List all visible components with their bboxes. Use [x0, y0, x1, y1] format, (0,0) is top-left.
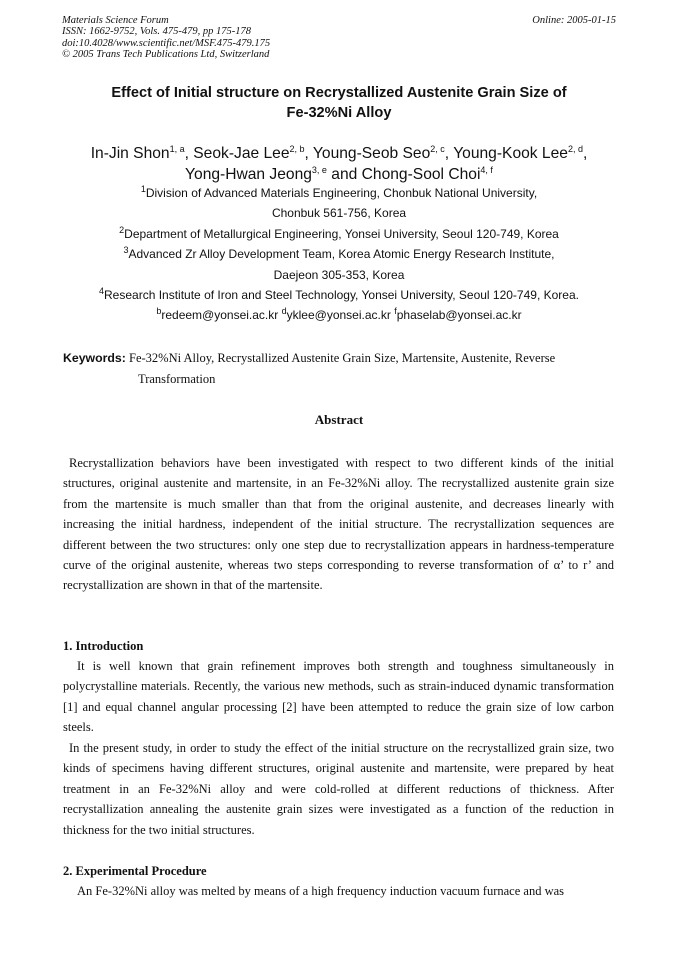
title-line-2: Fe-32%Ni Alloy: [286, 105, 392, 121]
author-affil-sup: 4, f: [480, 164, 493, 175]
title-line-1: Effect of Initial structure on Recrystallized Austenite Grain Size of: [111, 85, 567, 101]
online-date: Online: 2005-01-15: [532, 15, 616, 26]
intro-paragraph-1: It is well known that grain refinement improves both strength and toughness simultaneously in polycrystalline materials. Recently, the various new methods, such as strain-induced dynamic transformation [1] and equal channel angular processing [2] have been attempted to reduce the grain size of low carbon steels.: [63, 659, 614, 735]
email-sup: d: [281, 306, 287, 316]
author-name: Young-Kook Lee: [453, 145, 568, 162]
email-address[interactable]: redeem@yonsei.ac.kr: [161, 308, 279, 322]
email-sup: f: [394, 306, 397, 316]
keywords-text: Fe-32%Ni Alloy, Recrystallized Austenite Grain Size, Martensite, Austenite, Reverse: [129, 351, 556, 365]
affiliation-2: [62, 224, 616, 244]
copyright-line: © 2005 Trans Tech Publications Ltd, Switzerland: [62, 49, 270, 61]
affiliation-1-cont: Chonbuk 561-756, Korea: [271, 206, 407, 221]
email-address[interactable]: phaselab@yonsei.ac.kr: [396, 308, 522, 322]
introduction-body-1: [63, 656, 614, 738]
doi-line: doi:10.4028/www.scientific.net/MSF.475-479.175: [62, 37, 271, 49]
journal-name: Materials Science Forum: [62, 15, 169, 26]
affil-text: Department of Metallurgical Engineering, Yonsei University, Seoul 120-749, Korea: [124, 226, 559, 241]
author-list: [62, 143, 616, 185]
introduction-heading: 1. Introduction: [63, 639, 144, 653]
author-affil-sup: 2, c: [430, 143, 445, 154]
abstract-body: [63, 453, 614, 596]
journal-header: [62, 15, 270, 61]
affiliation-1: [62, 183, 616, 203]
experimental-body: [63, 881, 614, 901]
keywords-label: Keywords:: [63, 351, 126, 365]
author-name: Chong-Sool Choi: [361, 166, 481, 183]
affil-text: Division of Advanced Materials Engineering, Chonbuk National University,: [145, 186, 538, 200]
abstract-paragraph: Recrystallization behaviors have been investigated with respect to two different kinds of the initial structures, original austenite and martensite, in an Fe-32%Ni alloy. The recrystallized austenite grain size from the martensite is much smaller than that from the original austenite, and decreases linearly with increasing the initial hardness, independent of the initial structure. The recrystallization sequences are different between the two structures: only one step due to recrystallization appears in hardness-temperature curve of the original austenite, whereas two steps corresponding to reverse transformation of α’ to r’ and recrystallization are shown in that of the martensite.: [63, 456, 614, 593]
experimental-paragraph-1: An Fe-32%Ni alloy was melted by means of a high frequency induction vacuum furnace and was: [77, 884, 565, 898]
author-name: Young-Seob Seo: [312, 145, 431, 162]
affil-text: Advanced Zr Alloy Development Team, Korea Atomic Energy Research Institute,: [128, 247, 555, 262]
keywords-block: [63, 348, 614, 390]
paper-title: [62, 83, 616, 123]
affil-sup: 1: [140, 184, 146, 194]
author-name: Seok-Jae Lee: [193, 145, 290, 162]
author-line-1: In-Jin Shon$^{1, a}$, Seok-Jae Lee$^{2, b}$, Young-Seob Seo$^{2, c}$, Young-Kook Lee$^{2, d}$,: [90, 143, 588, 162]
issn-line: ISSN: 1662-9752, Vols. 475-479, pp 175-178: [62, 26, 251, 38]
experimental-heading: 2. Experimental Procedure: [63, 864, 207, 878]
email-address[interactable]: yklee@yonsei.ac.kr: [286, 308, 391, 322]
email-list: [62, 307, 616, 323]
affiliation-3: [62, 244, 616, 264]
affil-sup: 2: [119, 224, 125, 235]
introduction-body-2: [63, 738, 614, 840]
authors-and: and: [331, 166, 358, 183]
affil-sup: 4: [99, 286, 105, 297]
author-affil-sup: 2, b: [289, 143, 305, 154]
keywords-text-cont: Transformation: [138, 372, 216, 386]
affiliation-4: [62, 285, 616, 305]
author-affil-sup: 1, a: [169, 143, 185, 154]
author-name: In-Jin Shon: [90, 145, 170, 162]
email-sup: b: [156, 306, 162, 316]
intro-paragraph-2: In the present study, in order to study the effect of the initial structure on the recrystallized grain size, two kinds of specimens having different structures, original austenite and martensite, were prepared by heat treatment in an Fe-32%Ni alloy and were cold-rolled at different reductions of thickness. After recrystallization annealing the austenite grain sizes were investigated as a function of the reduction in thickness for the two initial structures.: [63, 741, 614, 837]
affiliation-3-cont: Daejeon 305-353, Korea: [273, 267, 405, 282]
affil-sup: 3: [123, 245, 129, 256]
author-name: Yong-Hwan Jeong: [185, 166, 312, 183]
affil-text: Research Institute of Iron and Steel Technology, Yonsei University, Seoul 120-749, Korea.: [104, 288, 579, 303]
abstract-heading: Abstract: [314, 412, 364, 427]
author-affil-sup: 3, e: [311, 164, 327, 175]
affiliation-list: [62, 183, 616, 305]
author-affil-sup: 2, d: [567, 143, 583, 154]
author-line-2: [62, 164, 616, 185]
